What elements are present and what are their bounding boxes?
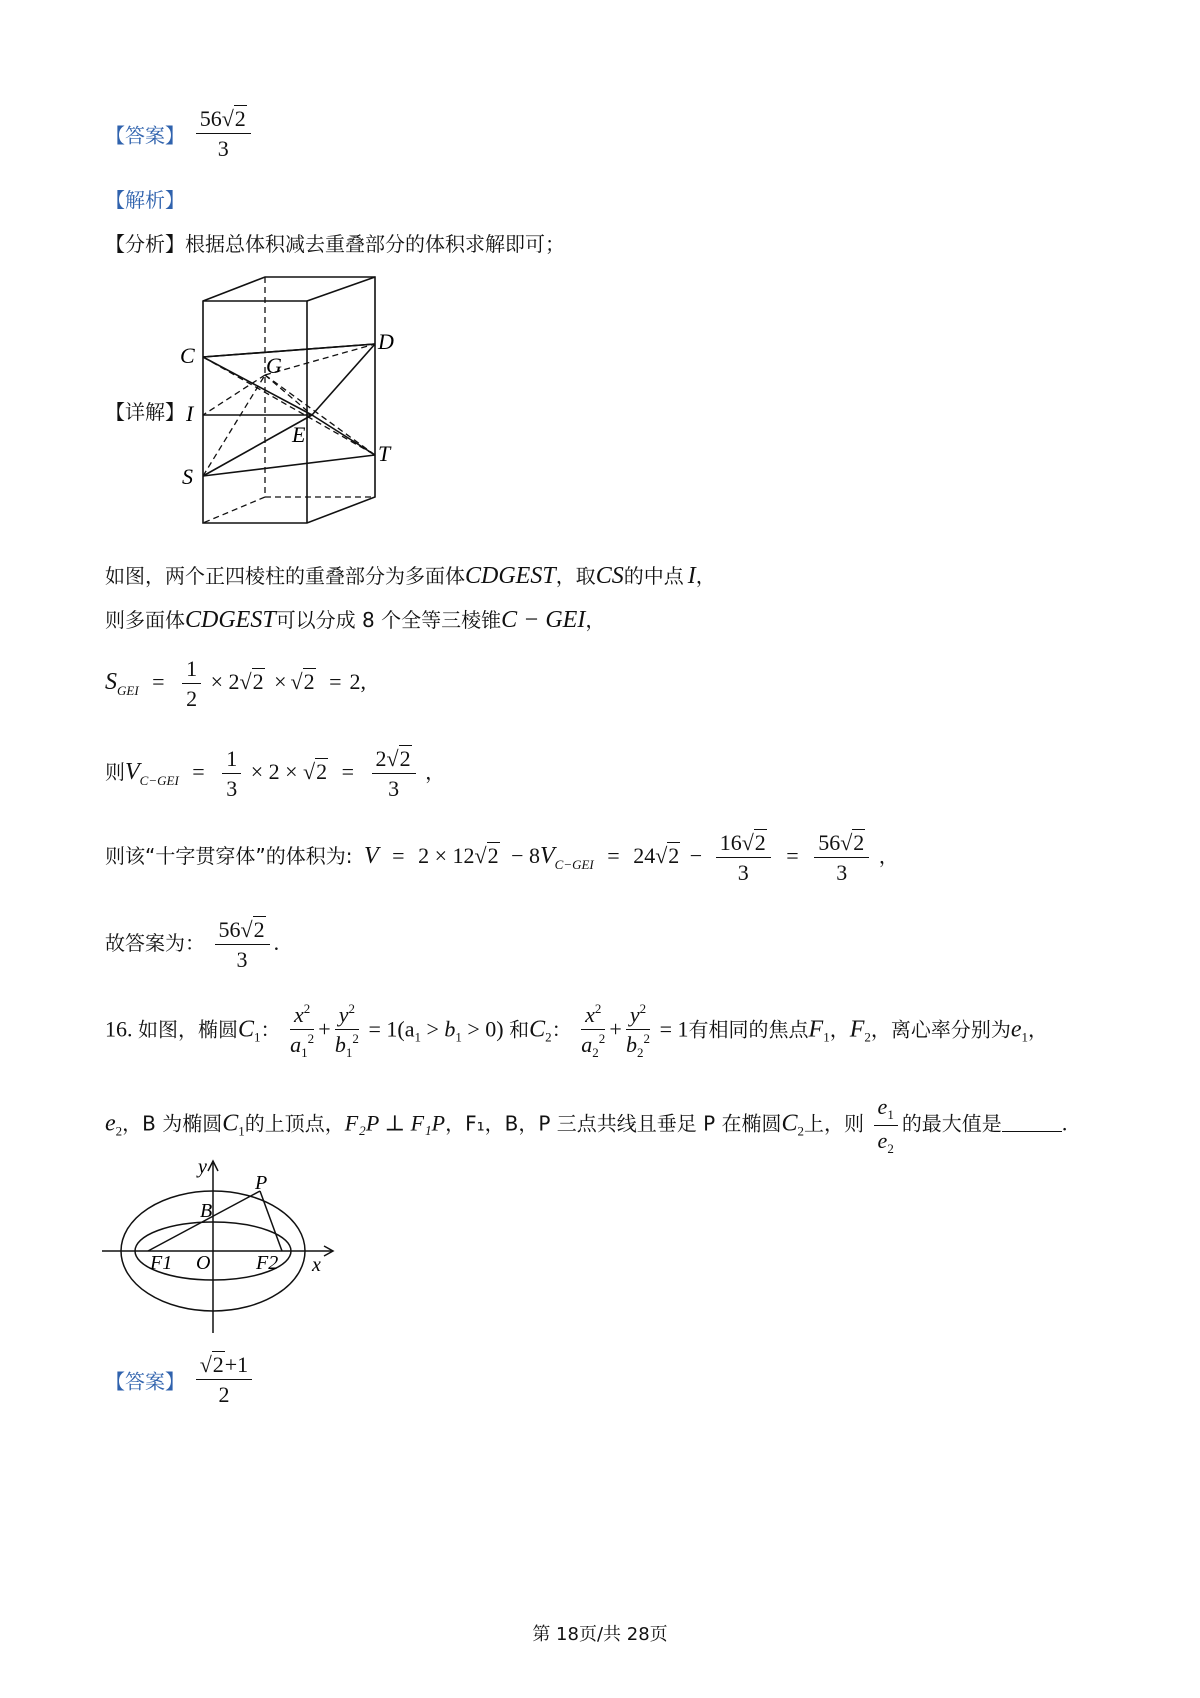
answer-blank <box>1002 1113 1062 1132</box>
answer-tag: 【答案】 <box>105 123 185 148</box>
fenxi-text: 根据总体积减去重叠部分的体积求解即可； <box>185 232 565 256</box>
label-G: G <box>266 353 282 378</box>
fenxi-line <box>105 228 565 257</box>
q16-answer-fraction: $\frac{√2+1}{2}$ <box>196 1352 253 1408</box>
label-I: I <box>186 401 194 426</box>
q15-line1: 如图，两个正四棱柱的重叠部分为多面体CDGEST，取CS的中点 I， <box>105 563 716 589</box>
label-x: x <box>312 1254 321 1276</box>
label-O: O <box>196 1252 211 1274</box>
label-B: B <box>200 1200 213 1222</box>
label-F2: F2 <box>256 1252 279 1274</box>
q15-answer-fraction: $\frac{56√2}{3}$ <box>196 106 251 162</box>
q16-answer <box>105 1352 256 1408</box>
page-footer: 第 18页/共 28页 <box>532 1624 668 1645</box>
detail-tag: 【详解】 <box>105 400 185 424</box>
label-D: D <box>378 329 394 354</box>
q15-line2: 则多面体CDGEST可以分成 8 个全等三棱锥C − GEI， <box>105 607 606 633</box>
label-S: S <box>182 464 193 489</box>
prism-figure <box>170 265 420 545</box>
q16-line1: 16. 如图，椭圆$C_1$： $\frac{x^2}{a_1^2}$ + $\frac{y^2}{b_1^2}$ = $1(a_1 > b_1 > 0)$ 和$C_2$： $\frac{x^2}{a_2^2}$ + $\frac{y^2}{b_2^2}$ = 1有相同的焦点$F_1$，$F_2$，离心率分别为$e_1$， <box>105 1001 1049 1061</box>
analysis-tag: 【解析】 <box>105 188 185 212</box>
label-C: C <box>180 343 195 368</box>
label-P: P <box>255 1172 268 1194</box>
label-T: T <box>378 441 391 466</box>
q15-eq2: 则$V_{C-GEI}$ = $\frac{1}{3}$ × 2 × √2 = $\frac{2√2}{3}$ ， <box>105 746 446 802</box>
q15-eq1: $S_{GEI}$ = $\frac{1}{2}$ × 2√2 × √2 = 2, <box>105 656 367 712</box>
label-F1: F1 <box>150 1252 173 1274</box>
label-y: y <box>198 1156 207 1178</box>
fenxi-tag: 【分析】 <box>105 232 185 256</box>
answer-tag-2: 【答案】 <box>105 1369 185 1394</box>
q16-line2: $e_2$，B 为椭圆$C_1$的上顶点，F₂P ⊥ F₁P，F₁，B，P 三点共线且垂足 P 在椭圆$C_2$上，则 $\frac{e_1}{e_2}$ 的最大值是 . <box>105 1094 1068 1156</box>
q15-final: 故答案为： $\frac{56√2}{3}$ . <box>105 917 280 973</box>
q15-eq3: 则该“十字贯穿体”的体积为: $V = 2 \times 12√2 - 8V_{C-GEI} = 24√2$ − $\frac{16√2}{3}$ = $\frac{56√2}{3}$ ， <box>105 830 899 886</box>
label-E: E <box>292 422 306 447</box>
q15-answer <box>105 106 255 162</box>
ellipse-figure <box>100 1155 340 1345</box>
